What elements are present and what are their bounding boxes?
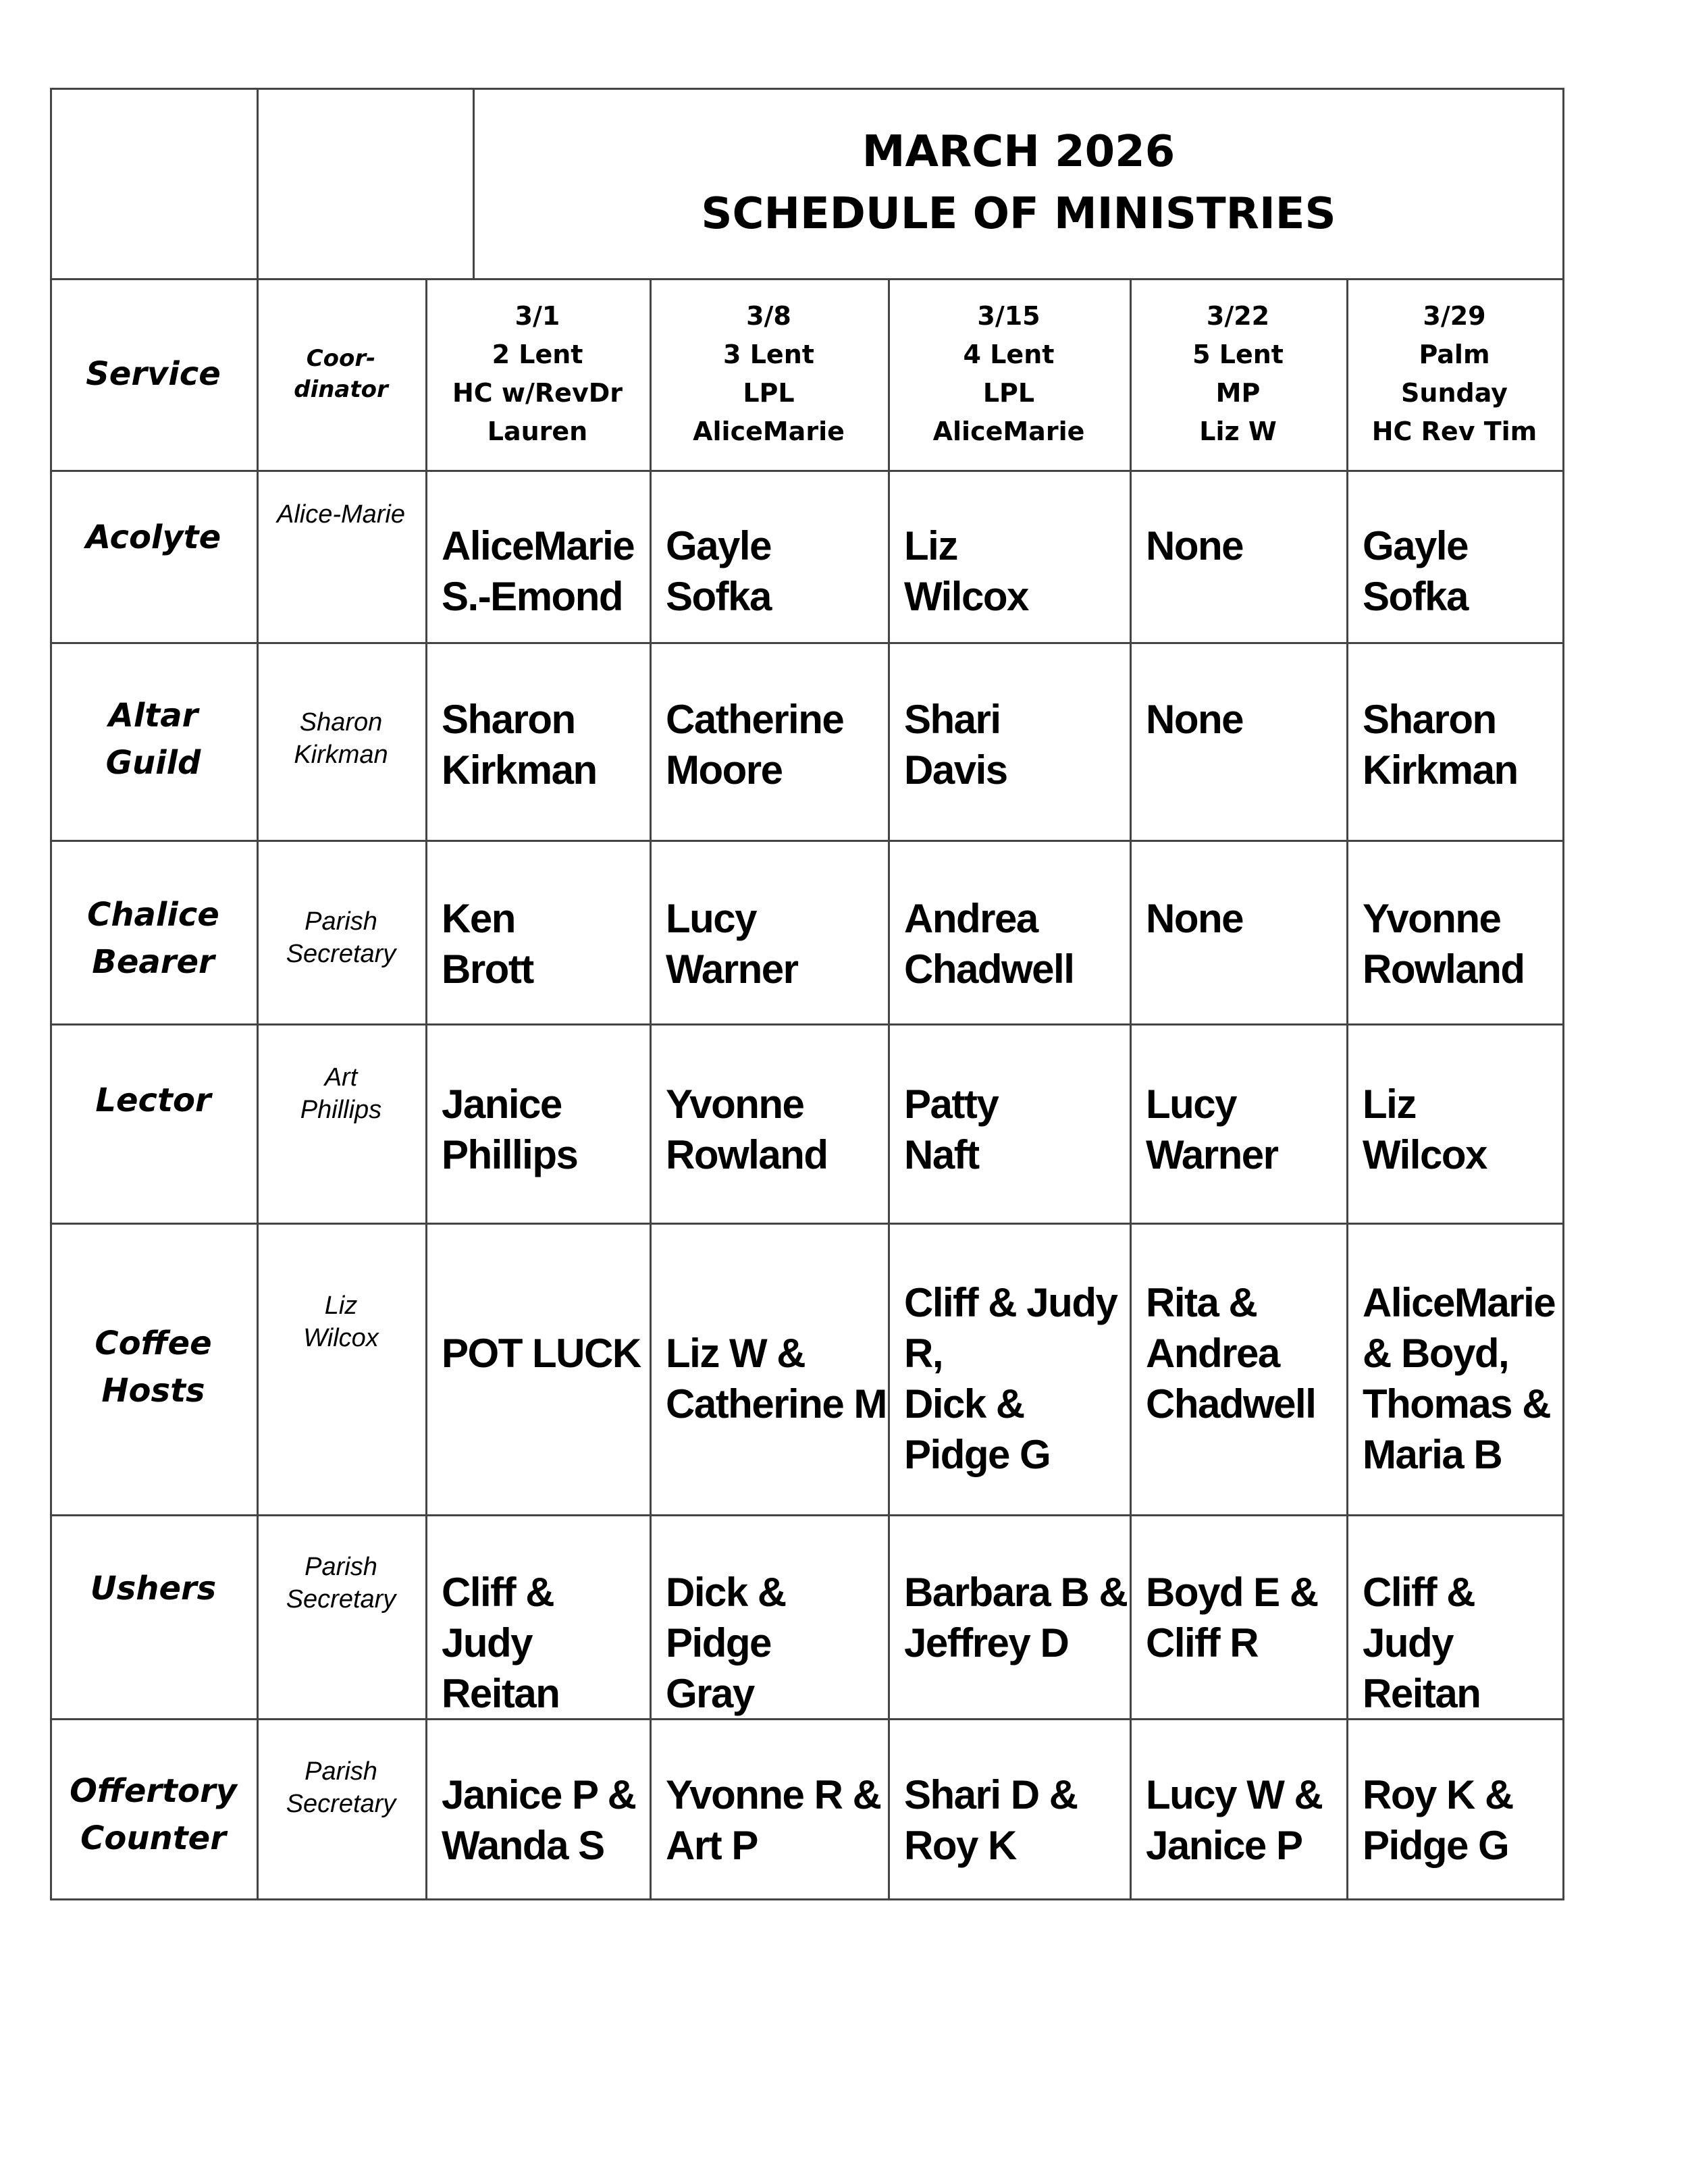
assignment-name: Pidge xyxy=(666,1620,771,1666)
assignment-cell xyxy=(1130,694,1243,745)
coordinator-altar-guild xyxy=(257,706,425,771)
date-header-3-8 xyxy=(650,278,888,470)
assignment-name: Janice P & xyxy=(442,1772,636,1817)
assignment-name: Sharon xyxy=(1363,697,1496,742)
assignment-cell xyxy=(1130,1079,1278,1180)
date-header-line: LPL xyxy=(982,378,1035,408)
assignment-name: Yvonne R & xyxy=(666,1772,881,1817)
assignment-name: AliceMarie xyxy=(442,523,635,568)
date-header-line: 3/15 xyxy=(977,301,1040,331)
date-header-3-1 xyxy=(425,278,650,470)
assignment-name: Gayle xyxy=(666,523,771,568)
assignment-cell xyxy=(425,1328,641,1379)
service-label: Coffee xyxy=(95,1325,212,1362)
grid-line xyxy=(1562,88,1564,1900)
assignment-name: Warner xyxy=(666,947,798,992)
title-month: MARCH 2026 xyxy=(862,127,1176,177)
grid-line xyxy=(50,1223,1564,1225)
date-header-line: Lauren xyxy=(487,417,588,446)
assignment-name: Kirkman xyxy=(1363,747,1518,793)
assignment-name: Cliff R xyxy=(1146,1620,1259,1666)
assignment-name: Cliff & xyxy=(442,1570,554,1615)
coordinator-acolyte xyxy=(257,498,425,531)
assignment-cell xyxy=(888,1567,1127,1668)
service-chalice-bearer xyxy=(50,891,257,986)
assignment-name: Wanda S xyxy=(442,1823,604,1868)
assignment-name: & Boyd, xyxy=(1363,1331,1509,1376)
header-service-label: Service xyxy=(86,355,221,393)
grid-line xyxy=(50,1718,1564,1720)
service-label: Acolyte xyxy=(85,518,221,556)
service-coffee-hosts xyxy=(50,1320,257,1414)
grid-line xyxy=(50,1898,1564,1900)
date-header-line: MP xyxy=(1215,378,1261,408)
coordinator-label: Sharon xyxy=(299,708,383,737)
assignment-name: Reitan xyxy=(442,1671,560,1716)
assignment-cell xyxy=(650,1328,887,1429)
service-label: Offertory xyxy=(70,1772,237,1810)
coordinator-label: Wilcox xyxy=(303,1324,379,1352)
assignment-name: Jeffrey D xyxy=(904,1620,1069,1666)
coordinator-label: Art xyxy=(324,1063,358,1092)
assignment-name: Brott xyxy=(442,947,533,992)
date-header-line: 3 Lent xyxy=(723,340,814,369)
assignment-cell xyxy=(650,521,771,622)
service-ushers xyxy=(50,1565,257,1612)
assignment-cell xyxy=(888,521,1028,622)
date-header-line: 3/1 xyxy=(515,301,560,331)
assignment-cell xyxy=(425,521,634,622)
assignment-name: None xyxy=(1146,896,1243,941)
coordinator-label: Phillips xyxy=(300,1096,382,1124)
assignment-name: POT LUCK xyxy=(442,1331,641,1376)
date-header-line: 3/8 xyxy=(746,301,791,331)
date-header-line: AliceMarie xyxy=(932,417,1085,446)
service-acolyte xyxy=(50,470,257,605)
assignment-name: Shari D & xyxy=(904,1772,1078,1817)
assignment-name: Wilcox xyxy=(904,574,1028,619)
assignment-name: S.-Emond xyxy=(442,574,623,619)
assignment-name: Judy xyxy=(1363,1620,1454,1666)
assignment-name: Pidge G xyxy=(1363,1823,1509,1868)
assignment-name: Liz xyxy=(1363,1082,1416,1127)
assignment-name: Reitan xyxy=(1363,1671,1481,1716)
assignment-name: Dick & xyxy=(666,1570,786,1615)
assignment-cell xyxy=(1130,893,1243,944)
assignment-name: Roy K & xyxy=(1363,1772,1513,1817)
assignment-name: Liz xyxy=(904,523,957,568)
assignment-cell xyxy=(1346,893,1525,994)
date-header-line: 5 Lent xyxy=(1192,340,1284,369)
assignment-name: Lucy xyxy=(1146,1082,1237,1127)
assignment-name: Rita & xyxy=(1146,1280,1257,1325)
assignment-name: Judy xyxy=(442,1620,533,1666)
assignment-cell xyxy=(425,1567,559,1719)
assignment-cell xyxy=(1130,521,1243,571)
assignment-name: Moore xyxy=(666,747,783,793)
assignment-cell xyxy=(1346,1277,1555,1480)
assignment-cell xyxy=(1346,1769,1513,1871)
grid-line xyxy=(50,642,1564,644)
date-header-line: HC Rev Tim xyxy=(1371,417,1537,446)
assignment-cell xyxy=(1130,1769,1322,1871)
assignment-name: Wilcox xyxy=(1363,1132,1487,1177)
header-coordinator-label xyxy=(294,343,388,405)
coordinator-ushers xyxy=(257,1551,425,1616)
coordinator-label: Parish xyxy=(305,907,377,936)
header-service xyxy=(50,278,257,470)
service-altar-guild xyxy=(50,692,257,787)
assignment-name: Ken xyxy=(442,896,515,941)
grid-line xyxy=(50,1514,1564,1516)
assignment-name: Pidge G xyxy=(904,1432,1051,1477)
assignment-name: Andrea xyxy=(904,896,1038,941)
assignment-name: Gray xyxy=(666,1671,754,1716)
date-header-line: Liz W xyxy=(1199,417,1277,446)
assignment-name: Naft xyxy=(904,1132,979,1177)
header-coordinator-line: Coor- xyxy=(306,345,376,372)
service-label: Hosts xyxy=(101,1372,205,1410)
date-header-line: 4 Lent xyxy=(963,340,1055,369)
coordinator-label: Secretary xyxy=(286,940,396,968)
grid-line xyxy=(50,1023,1564,1026)
assignment-cell xyxy=(650,694,843,795)
coordinator-label: Alice-Marie xyxy=(276,500,406,529)
coordinator-label: Secretary xyxy=(286,1790,396,1818)
assignment-name: Yvonne xyxy=(1363,896,1501,941)
assignment-name: Catherine xyxy=(666,697,844,742)
assignment-name: Sofka xyxy=(1363,574,1468,619)
service-label: Ushers xyxy=(90,1570,217,1607)
page-title xyxy=(475,88,1562,278)
assignment-name: Lucy W & xyxy=(1146,1772,1323,1817)
coordinator-lector xyxy=(257,1061,425,1126)
assignment-cell xyxy=(1346,694,1518,795)
coordinator-label: Secretary xyxy=(286,1585,396,1614)
assignment-cell xyxy=(888,1277,1117,1480)
assignment-name: Sharon xyxy=(442,697,575,742)
assignment-name: Liz W & xyxy=(666,1331,806,1376)
assignment-name: Thomas & xyxy=(1363,1381,1551,1427)
assignment-cell xyxy=(425,1079,577,1180)
date-header-3-15 xyxy=(888,278,1130,470)
coordinator-label: Liz xyxy=(324,1291,358,1320)
assignment-name: Boyd E & xyxy=(1146,1570,1318,1615)
title-subtitle: SCHEDULE OF MINISTRIES xyxy=(701,189,1336,239)
assignment-cell xyxy=(1346,521,1468,622)
assignment-cell xyxy=(888,1079,998,1180)
service-label: Guild xyxy=(105,744,201,782)
assignment-name: Art P xyxy=(666,1823,758,1868)
assignment-name: Chadwell xyxy=(904,947,1074,992)
date-header-line: HC w/RevDr xyxy=(452,378,623,408)
date-header-line: 2 Lent xyxy=(492,340,583,369)
service-label: Counter xyxy=(80,1819,226,1857)
date-header-line: Palm xyxy=(1419,340,1490,369)
coordinator-offertory-counter xyxy=(257,1755,425,1820)
assignment-cell xyxy=(650,1567,786,1719)
assignment-name: Davis xyxy=(904,747,1007,793)
date-header-line: Sunday xyxy=(1401,378,1508,408)
assignment-name: Kirkman xyxy=(442,747,597,793)
service-lector xyxy=(50,1077,257,1124)
service-label: Lector xyxy=(95,1082,211,1119)
assignment-name: None xyxy=(1146,697,1243,742)
coordinator-label: Kirkman xyxy=(294,741,388,769)
assignment-name: Barbara B & xyxy=(904,1570,1128,1615)
coordinator-coffee-hosts xyxy=(257,1289,425,1354)
assignment-cell xyxy=(650,1769,880,1871)
assignment-name: Rowland xyxy=(1363,947,1525,992)
assignment-name: Shari xyxy=(904,697,1001,742)
service-label: Bearer xyxy=(92,943,215,981)
assignment-cell xyxy=(1130,1567,1318,1668)
assignment-name: Roy K xyxy=(904,1823,1016,1868)
assignment-name: Lucy xyxy=(666,896,757,941)
assignment-name: Gayle xyxy=(1363,523,1468,568)
assignment-name: Dick & xyxy=(904,1381,1024,1427)
coordinator-chalice-bearer xyxy=(257,905,425,970)
date-header-line: LPL xyxy=(743,378,795,408)
assignment-name: None xyxy=(1146,523,1243,568)
date-header-3-22 xyxy=(1130,278,1346,470)
service-label: Altar xyxy=(108,697,199,735)
header-coordinator-line: dinator xyxy=(294,376,388,403)
assignment-name: Andrea xyxy=(1146,1331,1280,1376)
assignment-cell xyxy=(425,893,533,994)
assignment-cell xyxy=(1130,1277,1315,1429)
date-header-3-29 xyxy=(1346,278,1562,470)
assignment-name: Patty xyxy=(904,1082,999,1127)
assignment-cell xyxy=(888,1769,1078,1871)
header-coordinator xyxy=(257,278,425,470)
assignment-name: Janice xyxy=(442,1082,562,1127)
assignment-name: Maria B xyxy=(1363,1432,1502,1477)
assignment-name: Cliff & Judy xyxy=(904,1280,1117,1325)
assignment-cell xyxy=(425,694,597,795)
date-header-line: 3/22 xyxy=(1206,301,1270,331)
assignment-name: Phillips xyxy=(442,1132,578,1177)
grid-line xyxy=(50,840,1564,842)
assignment-name: Rowland xyxy=(666,1132,828,1177)
assignment-name: Janice P xyxy=(1146,1823,1302,1868)
assignment-cell xyxy=(650,1079,828,1180)
assignment-name: Catherine M xyxy=(666,1381,887,1427)
assignment-cell xyxy=(425,1769,635,1871)
assignment-cell xyxy=(650,893,798,994)
assignment-cell xyxy=(888,893,1074,994)
grid-line xyxy=(50,470,1564,472)
assignment-name: Sofka xyxy=(666,574,771,619)
assignment-cell xyxy=(888,694,1007,795)
service-label: Chalice xyxy=(87,896,219,934)
service-offertory-counter xyxy=(50,1767,257,1862)
assignment-name: Yvonne xyxy=(666,1082,804,1127)
assignment-cell xyxy=(1346,1567,1480,1719)
assignment-cell xyxy=(1346,1079,1487,1180)
date-header-line: 3/29 xyxy=(1423,301,1486,331)
assignment-name: R, xyxy=(904,1331,943,1376)
assignment-name: AliceMarie xyxy=(1363,1280,1556,1325)
date-header-line: AliceMarie xyxy=(693,417,845,446)
coordinator-label: Parish xyxy=(305,1757,377,1786)
assignment-name: Warner xyxy=(1146,1132,1278,1177)
assignment-name: Chadwell xyxy=(1146,1381,1316,1427)
coordinator-label: Parish xyxy=(305,1553,377,1581)
assignment-name: Cliff & xyxy=(1363,1570,1475,1615)
